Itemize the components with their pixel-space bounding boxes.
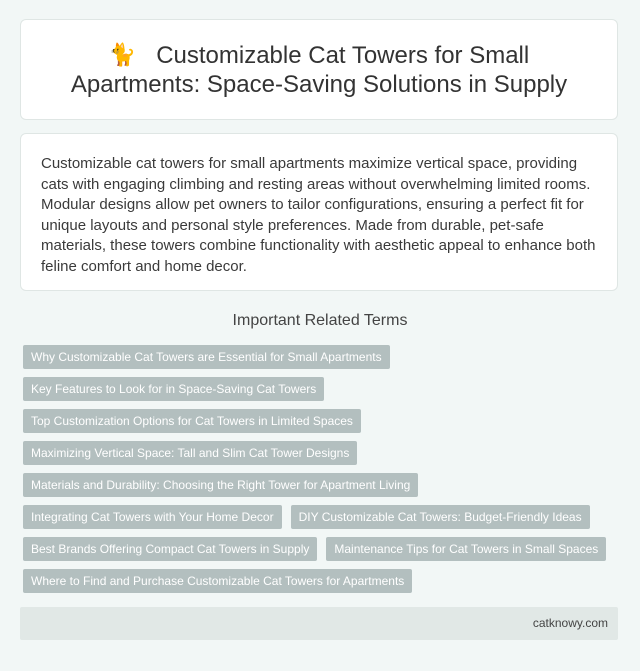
related-term-link[interactable]: Best Brands Offering Compact Cat Towers in Supply — [23, 537, 317, 561]
description-card — [20, 133, 618, 291]
term-row — [23, 537, 623, 561]
description-text: Customizable cat towers for small apartments maximize vertical space, providing cats with engaging climbing and resting areas without overwhelming limited rooms. Modular designs allow pet owners to tailor configurations, ensuring a perfect fit for unique layouts and personal style preferences. Made from durable, pet-safe materials, these towers combine functionality with aesthetic appeal to enhance both feline comfort and home decor. — [41, 155, 596, 275]
footer-site-link[interactable]: catknowy.com — [532, 616, 608, 630]
page-title-text: Customizable Cat Towers for Small Apartments: Space-Saving Solutions in Supply — [70, 42, 568, 98]
related-term-link[interactable]: Why Customizable Cat Towers are Essential for Small Apartments — [23, 345, 390, 369]
related-term-link[interactable]: Integrating Cat Towers with Your Home Decor — [23, 505, 282, 529]
term-row — [23, 345, 623, 369]
related-terms-list — [23, 345, 623, 601]
related-term-link[interactable]: Maximizing Vertical Space: Tall and Slim Cat Tower Designs — [23, 441, 357, 465]
related-terms-heading: Important Related Terms — [232, 312, 408, 329]
footer — [20, 607, 618, 640]
term-row — [23, 409, 623, 433]
related-term-link[interactable]: Where to Find and Purchase Customizable Cat Towers for Apartments — [23, 569, 412, 593]
title-card — [20, 19, 618, 120]
related-term-link[interactable]: Top Customization Options for Cat Towers in Limited Spaces — [23, 409, 361, 433]
related-term-link[interactable]: Materials and Durability: Choosing the Right Tower for Apartment Living — [23, 473, 418, 497]
term-row — [23, 473, 623, 497]
term-row — [23, 569, 623, 593]
term-row — [23, 377, 623, 401]
related-term-link[interactable]: Maintenance Tips for Cat Towers in Small Spaces — [326, 537, 606, 561]
cat-icon: 🐈 — [108, 42, 137, 67]
related-term-link[interactable]: Key Features to Look for in Space-Saving Cat Towers — [23, 377, 324, 401]
term-row — [23, 441, 623, 465]
term-row — [23, 505, 623, 529]
page-title — [21, 40, 617, 99]
related-term-link[interactable]: DIY Customizable Cat Towers: Budget-Friendly Ideas — [291, 505, 590, 529]
